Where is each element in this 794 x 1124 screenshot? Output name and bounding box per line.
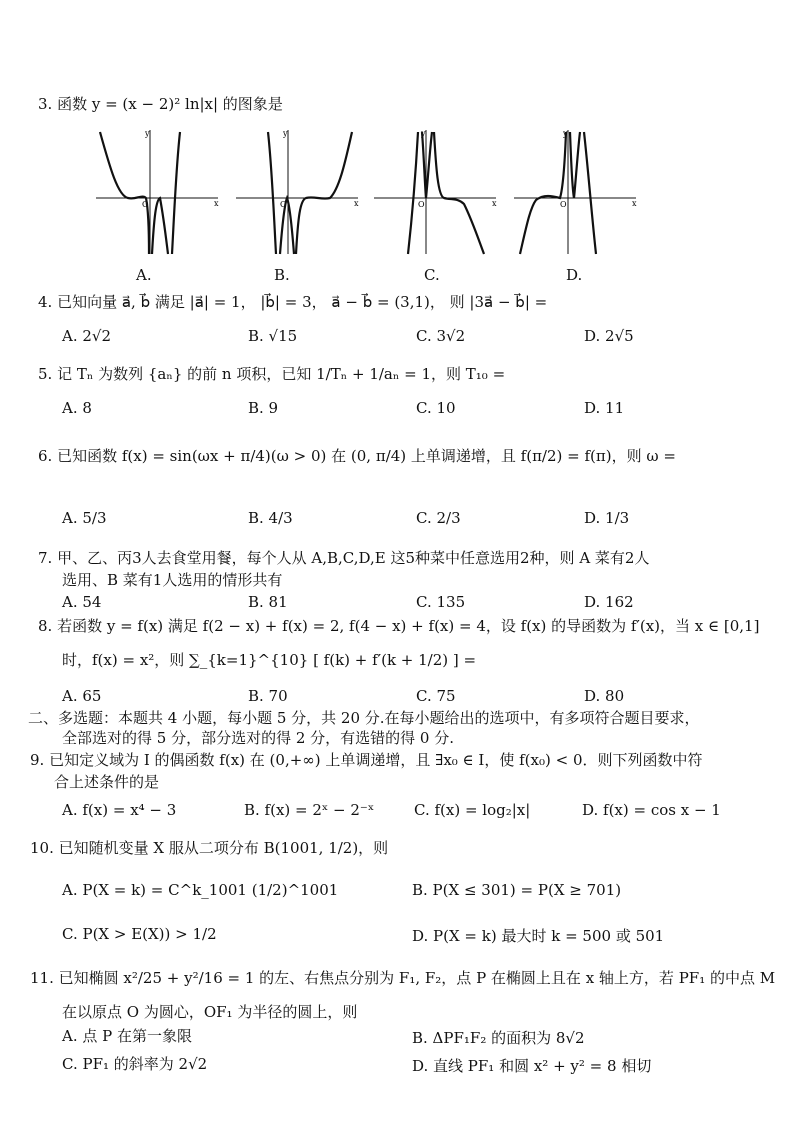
graph-a-label: A. xyxy=(136,266,152,284)
q8-option-b[interactable]: B. 70 xyxy=(248,687,288,705)
curve xyxy=(100,132,149,254)
graph-b xyxy=(230,128,362,256)
q11-stem-line2: 在以原点 O 为圆心，OF₁ 为半径的圆上，则 xyxy=(62,1003,358,1021)
q3-stem: 3. 函数 y = (x − 2)² ln|x| 的图象是 xyxy=(38,95,283,113)
q6-option-b[interactable]: B. 4/3 xyxy=(248,509,293,527)
q8-option-c[interactable]: C. 75 xyxy=(416,687,456,705)
q11-option-b[interactable]: B. ΔPF₁F₂ 的面积为 8√2 xyxy=(412,1029,585,1047)
x-axis-label: x xyxy=(492,199,497,208)
graph-d-label: D. xyxy=(566,266,583,284)
q8-stem-line1: 8. 若函数 y = f(x) 满足 f(2 − x) + f(x) = 2, f(4 − x) + f(x) = 4，设 f(x) 的导函数为 f′(x)，当 x ∈ [0,1] xyxy=(38,617,760,635)
q11-option-d[interactable]: D. 直线 PF₁ 和圆 x² + y² = 8 相切 xyxy=(412,1057,652,1075)
q5-stem: 5. 记 Tₙ 为数列 {aₙ} 的前 n 项积，已知 1/Tₙ + 1/aₙ = 1，则 T₁₀ = xyxy=(38,365,506,383)
q5-option-a[interactable]: A. 8 xyxy=(62,399,92,417)
curve xyxy=(268,132,276,254)
graph-a xyxy=(90,128,222,256)
q8-option-d[interactable]: D. 80 xyxy=(584,687,625,705)
q7-option-a[interactable]: A. 54 xyxy=(62,593,102,611)
q7-option-d[interactable]: D. 162 xyxy=(584,593,634,611)
q10-option-b[interactable]: B. P(X ≤ 301) = P(X ≥ 701) xyxy=(412,881,622,899)
curve xyxy=(296,132,352,254)
q4-option-b[interactable]: B. √15 xyxy=(248,327,298,345)
q6-option-c[interactable]: C. 2/3 xyxy=(416,509,461,527)
q7-option-c[interactable]: C. 135 xyxy=(416,593,466,611)
q10-stem: 10. 已知随机变量 X 服从二项分布 B(1001, 1/2)，则 xyxy=(30,839,389,857)
q4-option-a[interactable]: A. 2√2 xyxy=(62,327,112,345)
x-axis-label: x xyxy=(354,199,359,208)
q7-stem-line2: 选用、B 菜有1人选用的情形共有 xyxy=(62,571,283,589)
q6-option-a[interactable]: A. 5/3 xyxy=(62,509,107,527)
curve xyxy=(422,132,432,198)
q10-option-c[interactable]: C. P(X > E(X)) > 1/2 xyxy=(62,925,217,943)
q11-option-c[interactable]: C. PF₁ 的斜率为 2√2 xyxy=(62,1055,208,1073)
q4-option-c[interactable]: C. 3√2 xyxy=(416,327,466,345)
graph-c xyxy=(368,128,500,256)
q9-option-b[interactable]: B. f(x) = 2ˣ − 2⁻ˣ xyxy=(244,801,375,819)
q6-stem: 6. 已知函数 f(x) = sin(ωx + π/4)(ω > 0) 在 (0, π/4) 上单调递增，且 f(π/2) = f(π)，则 ω = xyxy=(38,447,676,465)
graph-b-label: B. xyxy=(274,266,290,284)
y-axis-label: y xyxy=(283,129,288,138)
curve xyxy=(570,132,580,198)
q9-stem-line2: 合上述条件的是 xyxy=(54,773,160,791)
q7-stem-line1: 7. 甲、乙、丙3人去食堂用餐，每个人从 A,B,C,D,E 这5种菜中任意选用2种，则 A 菜有2人 xyxy=(38,549,650,567)
curve xyxy=(172,132,180,254)
q6-option-d[interactable]: D. 1/3 xyxy=(584,509,630,527)
q7-option-b[interactable]: B. 81 xyxy=(248,593,288,611)
y-axis-label: y xyxy=(421,129,426,138)
q11-stem-line1: 11. 已知椭圆 x²/25 + y²/16 = 1 的左、右焦点分别为 F₁, F₂，点 P 在椭圆上且在 x 轴上方，若 PF₁ 的中点 M xyxy=(30,969,776,987)
q10-option-d[interactable]: D. P(X = k) 最大时 k = 500 或 501 xyxy=(412,927,665,945)
curve xyxy=(434,132,484,254)
curve xyxy=(408,132,418,254)
section-2-heading-line2: 全部选对的得 5 分，部分选对的得 2 分，有选错的得 0 分. xyxy=(62,729,455,747)
q4-stem: 4. 已知向量 a⃗, b⃗ 满足 |a⃗| = 1， |b⃗| = 3， a⃗ − b⃗ = (3,1)， 则 |3a⃗ − b⃗| = xyxy=(38,293,548,311)
y-axis-label: y xyxy=(563,129,568,138)
x-axis-label: x xyxy=(214,199,219,208)
x-axis-label: x xyxy=(632,199,637,208)
origin-label: O xyxy=(418,200,425,209)
q5-option-c[interactable]: C. 10 xyxy=(416,399,456,417)
q9-option-c[interactable]: C. f(x) = log₂|x| xyxy=(414,801,531,819)
curve xyxy=(520,132,566,254)
y-axis-label: y xyxy=(145,129,150,138)
q9-option-a[interactable]: A. f(x) = x⁴ − 3 xyxy=(62,801,177,819)
q11-option-a[interactable]: A. 点 P 在第一象限 xyxy=(62,1027,192,1045)
graph-d xyxy=(508,128,640,256)
curve xyxy=(152,198,168,254)
curve xyxy=(584,132,596,254)
q5-option-b[interactable]: B. 9 xyxy=(248,399,279,417)
q8-stem-line2: 时，f(x) = x²，则 ∑_{k=1}^{10} [ f(k) + f′(k + 1/2) ] = xyxy=(62,651,477,669)
origin-label: O xyxy=(280,200,287,209)
q5-option-d[interactable]: D. 11 xyxy=(584,399,625,417)
q8-option-a[interactable]: A. 65 xyxy=(62,687,102,705)
section-2-heading-line1: 二、多选题：本题共 4 小题，每小题 5 分，共 20 分.在每小题给出的选项中，有多项符合题目要求， xyxy=(28,709,700,727)
q9-option-d[interactable]: D. f(x) = cos x − 1 xyxy=(582,801,721,819)
q4-option-d[interactable]: D. 2√5 xyxy=(584,327,634,345)
graph-c-label: C. xyxy=(424,266,440,284)
q9-stem-line1: 9. 已知定义域为 I 的偶函数 f(x) 在 (0,+∞) 上单调递增，且 ∃x₀ ∈ I，使 f(x₀) < 0．则下列函数中符 xyxy=(30,751,703,769)
q10-option-a[interactable]: A. P(X = k) = C^k_1001 (1/2)^1001 xyxy=(62,881,339,899)
origin-label: O xyxy=(560,200,567,209)
origin-label: O xyxy=(142,200,149,209)
